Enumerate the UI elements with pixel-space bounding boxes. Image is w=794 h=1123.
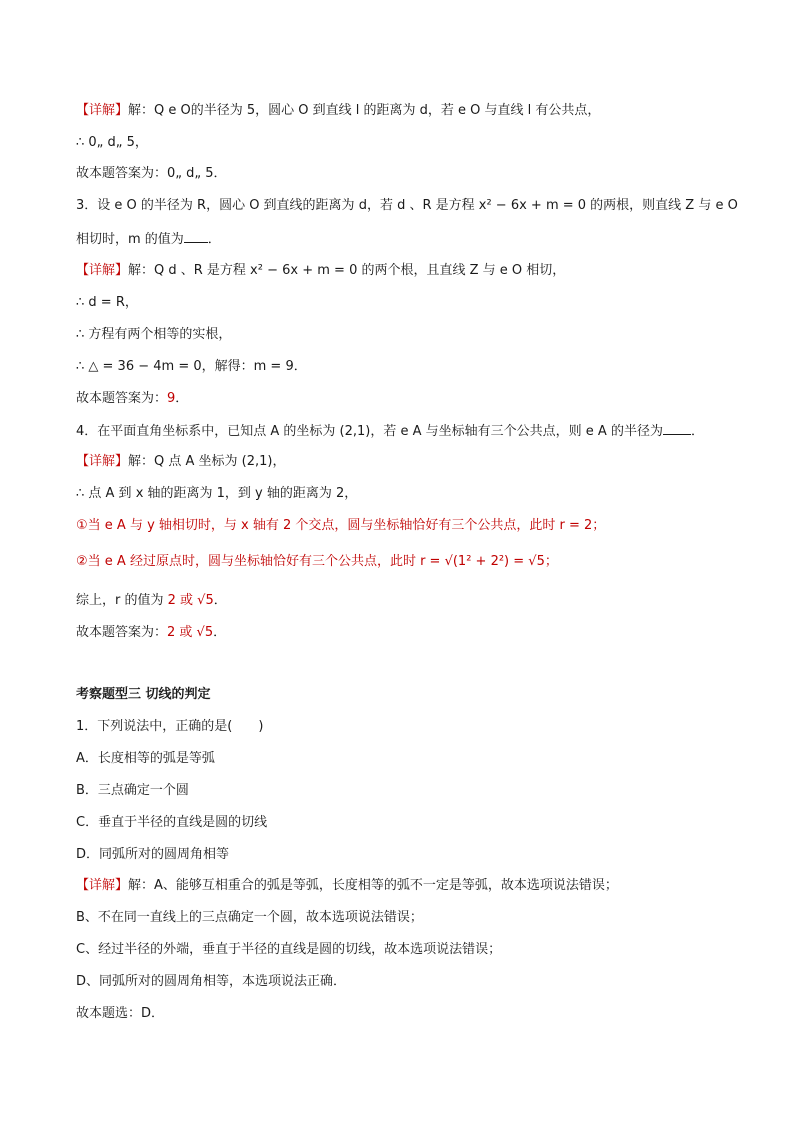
question-stem: 3．设 e O 的半径为 R，圆心 O 到直线的距离为 d，若 d 、R 是方程 x² − 6x + m = 0 的两根，则直线 Z 与 e O	[76, 198, 738, 213]
answer-line: 故本题答案为：0„ d„ 5．	[76, 166, 227, 181]
summary-line	[76, 591, 746, 611]
solution-line: ∴ 点 A 到 x 轴的距离为 1，到 y 轴的距离为 2，	[76, 486, 358, 501]
case-2-line: ②当 e A 经过原点时，圆与坐标轴恰好有三个公共点，此时 r = √(1² + 2²) = √5；	[76, 554, 558, 569]
solution-line: D、同弧所对的圆周角相等，本选项说法正确．	[76, 974, 347, 989]
section-title: 考察题型三 切线的判定	[76, 687, 211, 702]
answer-line	[76, 623, 746, 643]
stem-text: 4．在平面直角坐标系中，已知点 A 的坐标为 (2,1)，若 e A 与坐标轴有三个公共点，则 e A 的半径为	[76, 424, 663, 439]
detail-tag: 【详解】	[76, 454, 129, 469]
solution-line: C、经过半径的外端，垂直于半径的直线是圆的切线，故本选项说法错误；	[76, 942, 502, 957]
question-stem-cont	[76, 228, 746, 248]
option-c: C．垂直于半径的直线是圆的切线	[76, 815, 268, 830]
solution-line: ∴ d = R，	[76, 295, 138, 310]
answer-value: 9	[167, 391, 176, 406]
answer-prefix: 故本题答案为：	[76, 391, 168, 406]
solution-line: B、不在同一直线上的三点确定一个圆，故本选项说法错误；	[76, 910, 423, 925]
stem-end: ．	[690, 424, 704, 439]
detail-tag: 【详解】	[76, 103, 129, 118]
answer-suffix: ．	[175, 391, 189, 406]
answer-suffix: ．	[213, 625, 227, 640]
detail-text: 解：Q e O的半径为 5，圆心 O 到直线 l 的距离为 d，若 e O 与直线 l 有公共点，	[128, 103, 601, 118]
detail-line	[76, 261, 746, 281]
detail-text: 解：A、能够互相重合的弧是等弧，长度相等的弧不一定是等弧，故本选项说法错误；	[128, 878, 618, 893]
solution-line: ∴ △ = 36 − 4m = 0，解得：m = 9．	[76, 359, 307, 374]
question-stem	[76, 420, 746, 440]
solution-line: ∴ 方程有两个相等的实根，	[76, 327, 232, 342]
answer-blank	[663, 420, 691, 435]
answer-line	[76, 389, 746, 409]
detail-line	[76, 101, 746, 121]
solution-line: ∴ 0„ d„ 5，	[76, 135, 148, 150]
stem-text: 相切时，m 的值为	[76, 232, 184, 247]
option-a: A．长度相等的弧是等弧	[76, 751, 215, 766]
option-b: B．三点确定一个圆	[76, 783, 189, 798]
detail-tag: 【详解】	[76, 263, 129, 278]
option-d: D．同弧所对的圆周角相等	[76, 847, 230, 862]
detail-line	[76, 876, 746, 896]
stem-end: ．	[207, 232, 221, 247]
answer-blank	[184, 228, 208, 243]
answer-line: 故本题选：D．	[76, 1006, 165, 1021]
summary-prefix: 综上，r 的值为	[76, 593, 168, 608]
detail-text: 解：Q 点 A 坐标为 (2,1)，	[128, 454, 286, 469]
summary-suffix: ．	[213, 593, 227, 608]
detail-tag: 【详解】	[76, 878, 129, 893]
question-stem: 1．下列说法中，正确的是( )	[76, 719, 264, 734]
detail-text: 解：Q d 、R 是方程 x² − 6x + m = 0 的两个根，且直线 Z 与 e O 相切，	[128, 263, 566, 278]
answer-prefix: 故本题答案为：	[76, 625, 168, 640]
answer-value: 2 或 √5	[167, 625, 214, 640]
summary-value: 2 或 √5	[167, 593, 214, 608]
detail-line	[76, 452, 746, 472]
case-1-line: ①当 e A 与 y 轴相切时，与 x 轴有 2 个交点，圆与坐标轴恰好有三个公共点，此时 r = 2；	[76, 518, 606, 533]
